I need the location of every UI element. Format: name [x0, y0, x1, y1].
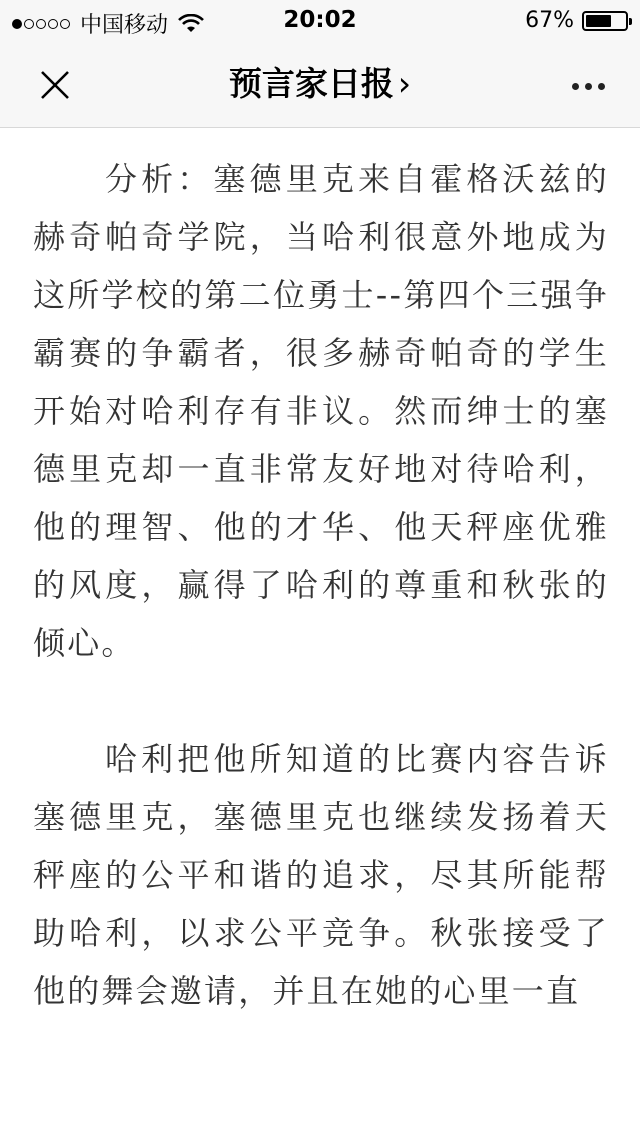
page-title-text: 预言家日报	[228, 64, 394, 103]
status-right	[525, 8, 628, 33]
more-icon	[572, 83, 579, 90]
status-bar	[0, 0, 640, 40]
nav-bar	[0, 40, 640, 128]
status-time: 20:02	[283, 7, 357, 33]
carrier-name: 中国移动	[80, 13, 169, 38]
battery-percent: 67%	[525, 8, 574, 33]
page-title[interactable]	[0, 60, 640, 108]
article-body	[33, 150, 609, 1078]
battery-level-fill	[586, 15, 611, 27]
more-button[interactable]	[558, 68, 618, 104]
chevron-right-icon: ›	[397, 64, 412, 103]
article-paragraph: 分析：塞德里克来自霍格沃兹的赫奇帕奇学院，当哈利很意外地成为这所学校的第二位勇士--第四个三强争霸赛的争霸者，很多赫奇帕奇的学生开始对哈利存有非议。然而绅士的塞德里克却一直非常友好地对待哈利，他的理智、他的才华、他天秤座优雅的风度，赢得了哈利的尊重和秋张的倾心。	[33, 160, 609, 662]
battery-icon	[582, 11, 628, 31]
article-paragraph: 哈利把他所知道的比赛内容告诉塞德里克，塞德里克也继续发扬着天秤座的公平和谐的追求，尽其所能帮助哈利，以求公平竞争。秋张接受了他的舞会邀请，并且在她的心里一直	[33, 740, 609, 1010]
